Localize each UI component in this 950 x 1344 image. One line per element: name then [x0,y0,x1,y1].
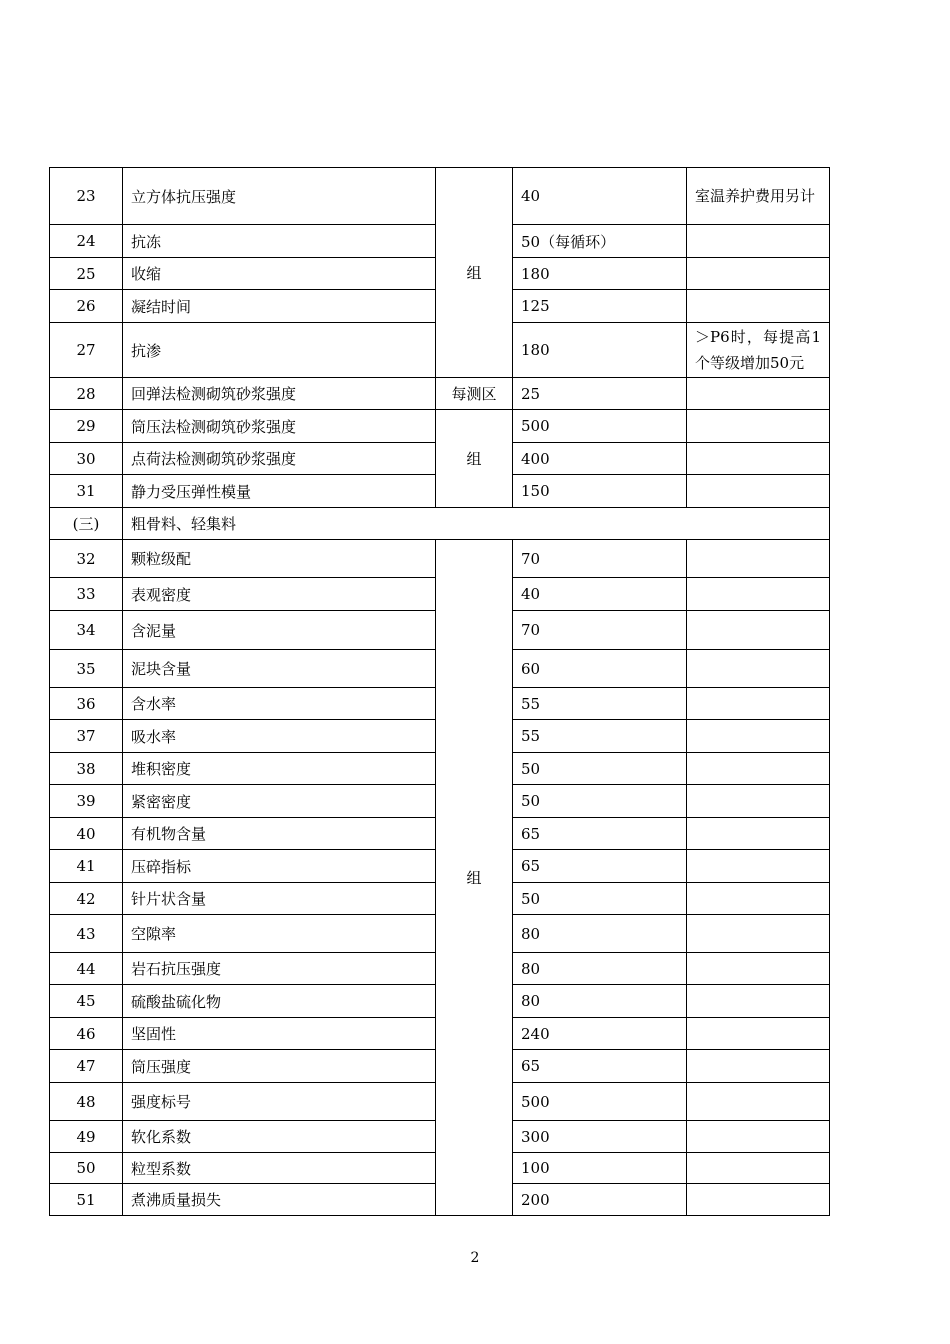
item-name: 泥块含量 [123,650,436,688]
row-number: 24 [50,225,123,258]
note-cell [687,720,830,753]
price-cell: 65 [513,818,687,850]
price-cell: 70 [513,611,687,650]
price-cell: 180 [513,258,687,290]
row-number: 38 [50,753,123,785]
row-number: 41 [50,850,123,883]
price-cell: 80 [513,985,687,1018]
price-cell: 50 [513,753,687,785]
note-cell [687,985,830,1018]
price-cell: 150 [513,475,687,508]
item-name: 凝结时间 [123,290,436,323]
price-cell: 200 [513,1184,687,1216]
row-number: 50 [50,1153,123,1184]
price-cell: 50 [513,883,687,915]
price-cell: 50（每循环） [513,225,687,258]
row-number: 34 [50,611,123,650]
row-number: 42 [50,883,123,915]
price-cell: 55 [513,720,687,753]
row-number: 23 [50,168,123,225]
section-number: (三) [50,508,123,540]
price-cell: 40 [513,168,687,225]
note-cell [687,1050,830,1083]
item-name: 煮沸质量损失 [123,1184,436,1216]
row-number: 47 [50,1050,123,1083]
item-name: 抗渗 [123,323,436,378]
item-name: 压碎指标 [123,850,436,883]
note-cell [687,915,830,953]
price-cell: 240 [513,1018,687,1050]
table-row [50,540,830,578]
item-name: 静力受压弹性模量 [123,475,436,508]
note-cell: ＞P6时，每提高1个等级增加50元 [687,323,830,378]
note-cell [687,753,830,785]
row-number: 29 [50,410,123,443]
note-cell [687,785,830,818]
page-number: 2 [470,1250,480,1266]
unit-cell: 组 [436,410,513,508]
note-cell [687,475,830,508]
note-cell [687,290,830,323]
item-name: 抗冻 [123,225,436,258]
price-cell: 500 [513,410,687,443]
item-name: 硫酸盐硫化物 [123,985,436,1018]
row-number: 27 [50,323,123,378]
item-name: 针片状含量 [123,883,436,915]
item-name: 紧密密度 [123,785,436,818]
item-name: 含水率 [123,688,436,720]
row-number: 30 [50,443,123,475]
item-name: 筒压法检测砌筑砂浆强度 [123,410,436,443]
note-cell [687,611,830,650]
note-cell [687,1153,830,1184]
row-number: 28 [50,378,123,410]
item-name: 含泥量 [123,611,436,650]
price-cell: 500 [513,1083,687,1121]
item-name: 空隙率 [123,915,436,953]
row-number: 51 [50,1184,123,1216]
item-name: 堆积密度 [123,753,436,785]
price-cell: 80 [513,915,687,953]
row-number: 32 [50,540,123,578]
section-title: 粗骨料、轻集料 [123,508,830,540]
note-cell [687,258,830,290]
price-cell: 300 [513,1121,687,1153]
row-number: 26 [50,290,123,323]
price-table-body [50,168,830,1216]
price-table [49,167,830,1216]
row-number: 40 [50,818,123,850]
item-name: 岩石抗压强度 [123,953,436,985]
note-cell [687,443,830,475]
price-cell: 65 [513,850,687,883]
note-cell [687,953,830,985]
item-name: 坚固性 [123,1018,436,1050]
row-number: 44 [50,953,123,985]
row-number: 35 [50,650,123,688]
table-row [50,410,830,443]
row-number: 49 [50,1121,123,1153]
note-cell [687,1184,830,1216]
note-cell: 室温养护费用另计 [687,168,830,225]
item-name: 立方体抗压强度 [123,168,436,225]
row-number: 39 [50,785,123,818]
price-cell: 180 [513,323,687,378]
note-cell [687,378,830,410]
price-cell: 80 [513,953,687,985]
note-cell [687,650,830,688]
unit-cell: 组 [436,540,513,1216]
note-cell [687,850,830,883]
item-name: 强度标号 [123,1083,436,1121]
item-name: 筒压强度 [123,1050,436,1083]
item-name: 软化系数 [123,1121,436,1153]
note-cell [687,818,830,850]
price-cell: 40 [513,578,687,611]
note-cell [687,540,830,578]
item-name: 吸水率 [123,720,436,753]
item-name: 有机物含量 [123,818,436,850]
note-cell [687,1121,830,1153]
price-cell: 60 [513,650,687,688]
price-cell: 125 [513,290,687,323]
item-name: 粒型系数 [123,1153,436,1184]
note-cell [687,1018,830,1050]
note-cell [687,1083,830,1121]
price-cell: 50 [513,785,687,818]
item-name: 回弹法检测砌筑砂浆强度 [123,378,436,410]
table-row [50,378,830,410]
row-number: 31 [50,475,123,508]
row-number: 25 [50,258,123,290]
row-number: 37 [50,720,123,753]
note-cell [687,410,830,443]
note-cell [687,688,830,720]
unit-cell: 组 [436,168,513,378]
row-number: 46 [50,1018,123,1050]
note-cell [687,225,830,258]
price-cell: 70 [513,540,687,578]
item-name: 表观密度 [123,578,436,611]
price-cell: 100 [513,1153,687,1184]
item-name: 收缩 [123,258,436,290]
price-cell: 25 [513,378,687,410]
unit-cell: 每测区 [436,378,513,410]
section-row [50,508,830,540]
note-cell [687,578,830,611]
row-number: 36 [50,688,123,720]
table-row [50,168,830,225]
item-name: 颗粒级配 [123,540,436,578]
note-cell [687,883,830,915]
row-number: 43 [50,915,123,953]
price-cell: 65 [513,1050,687,1083]
row-number: 48 [50,1083,123,1121]
price-cell: 400 [513,443,687,475]
item-name: 点荷法检测砌筑砂浆强度 [123,443,436,475]
row-number: 45 [50,985,123,1018]
row-number: 33 [50,578,123,611]
price-cell: 55 [513,688,687,720]
